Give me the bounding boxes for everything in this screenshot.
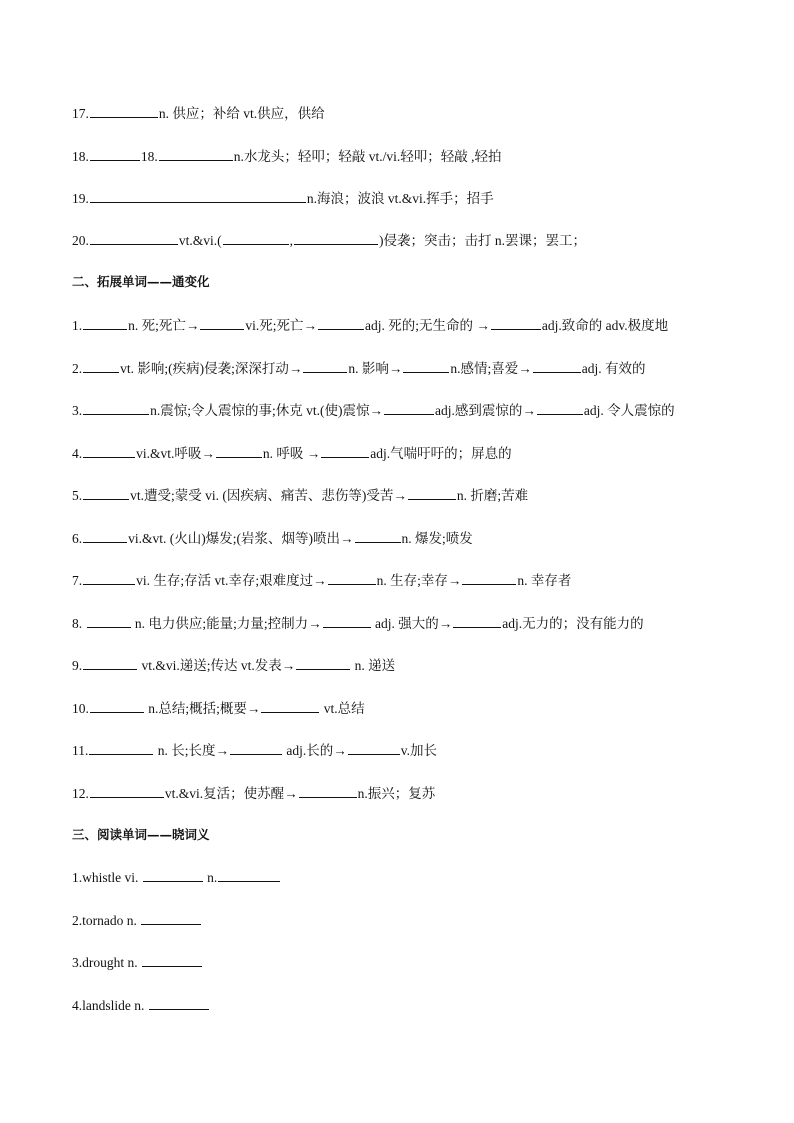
vocab-item bbox=[72, 315, 668, 336]
item-text: n.震惊;令人震惊的事;休克 vt.(使)震惊→ bbox=[150, 403, 383, 418]
item-text: adj.长的→ bbox=[283, 743, 347, 758]
item-text: adj.致命的 adv.极度地 bbox=[541, 318, 669, 333]
item-text: n. 递送 bbox=[351, 658, 396, 673]
item-text: 4. bbox=[72, 446, 83, 461]
answer-blank[interactable] bbox=[328, 570, 376, 585]
item-text: 7. bbox=[72, 573, 83, 588]
answer-blank[interactable] bbox=[303, 358, 347, 373]
answer-blank[interactable] bbox=[321, 443, 369, 458]
vocab-item bbox=[72, 698, 365, 719]
vocab-item bbox=[72, 570, 571, 591]
item-text: 2.tornado n. bbox=[72, 913, 141, 928]
answer-blank[interactable] bbox=[453, 613, 501, 628]
item-text: 3.drought n. bbox=[72, 955, 141, 970]
answer-blank[interactable] bbox=[218, 867, 280, 882]
answer-blank[interactable] bbox=[83, 315, 127, 330]
vocab-item bbox=[72, 613, 644, 634]
item-text: 11. bbox=[72, 743, 89, 758]
item-text: , bbox=[289, 233, 293, 248]
item-text: n.海浪；波浪 vt.&vi.挥手；招手 bbox=[306, 191, 494, 206]
item-text: v.加长 bbox=[400, 743, 438, 758]
section-heading-reading: 三、阅读单词——晓词义 bbox=[72, 827, 210, 842]
answer-blank[interactable] bbox=[348, 740, 400, 755]
answer-blank[interactable] bbox=[296, 655, 350, 670]
item-text: n. 折磨;苦难 bbox=[456, 488, 529, 503]
reading-item bbox=[72, 995, 210, 1016]
item-text: vi.&vt.呼吸→ bbox=[136, 446, 215, 461]
item-text: 2. bbox=[72, 361, 83, 376]
vocab-item bbox=[72, 103, 325, 124]
item-text: n. 影响→ bbox=[348, 361, 403, 376]
item-text: n. 死;死亡→ bbox=[128, 318, 200, 333]
item-text: 4.landslide n. bbox=[72, 998, 148, 1013]
item-text: 1.whistle vi. bbox=[72, 870, 142, 885]
vocab-item bbox=[72, 188, 494, 209]
vocab-item bbox=[72, 740, 437, 761]
reading-item bbox=[72, 867, 281, 888]
item-text: 20. bbox=[72, 233, 89, 248]
item-text: n. 供应；补给 vt.供应，供给 bbox=[158, 106, 325, 121]
answer-blank[interactable] bbox=[142, 952, 202, 967]
answer-blank[interactable] bbox=[83, 400, 149, 415]
item-text: 5. bbox=[72, 488, 83, 503]
answer-blank[interactable] bbox=[90, 230, 178, 245]
reading-item bbox=[72, 952, 203, 973]
item-text: 10. bbox=[72, 701, 89, 716]
item-text: 17. bbox=[72, 106, 89, 121]
answer-blank[interactable] bbox=[90, 698, 144, 713]
item-text: 9. bbox=[72, 658, 83, 673]
vocab-item bbox=[72, 358, 646, 379]
item-text: vt.遭受;蒙受 vi. (因疾病、痛苦、悲伤等)受苦→ bbox=[130, 488, 407, 503]
answer-blank[interactable] bbox=[90, 188, 306, 203]
vocab-item bbox=[72, 230, 586, 251]
item-text: adj.无力的；没有能力的 bbox=[502, 616, 644, 631]
answer-blank[interactable] bbox=[83, 570, 135, 585]
answer-blank[interactable] bbox=[90, 783, 164, 798]
item-text: 1. bbox=[72, 318, 83, 333]
answer-blank[interactable] bbox=[384, 400, 434, 415]
item-text: n. bbox=[203, 870, 218, 885]
answer-blank[interactable] bbox=[90, 146, 140, 161]
vocab-item bbox=[72, 655, 395, 676]
answer-blank[interactable] bbox=[149, 995, 209, 1010]
answer-blank[interactable] bbox=[537, 400, 583, 415]
item-text: n.感情;喜爱→ bbox=[450, 361, 532, 376]
item-text: adj. 死的;无生命的 → bbox=[365, 318, 490, 333]
vocab-item bbox=[72, 783, 435, 804]
answer-blank[interactable] bbox=[294, 230, 378, 245]
answer-blank[interactable] bbox=[223, 230, 289, 245]
item-text: n.振兴；复苏 bbox=[357, 786, 436, 801]
item-text: 19. bbox=[72, 191, 89, 206]
answer-blank[interactable] bbox=[261, 698, 319, 713]
answer-blank[interactable] bbox=[159, 146, 233, 161]
item-text: n. 呼吸 → bbox=[262, 446, 321, 461]
vocab-item bbox=[72, 485, 528, 506]
answer-blank[interactable] bbox=[491, 315, 541, 330]
item-text: adj.感到震惊的→ bbox=[435, 403, 536, 418]
section-heading-expand: 二、拓展单词——通变化 bbox=[72, 274, 210, 289]
answer-blank[interactable] bbox=[408, 485, 456, 500]
answer-blank[interactable] bbox=[299, 783, 357, 798]
item-text: adj. 有效的 bbox=[581, 361, 646, 376]
item-text: 3. bbox=[72, 403, 83, 418]
item-text: n. 长;长度→ bbox=[154, 743, 230, 758]
answer-blank[interactable] bbox=[87, 613, 131, 628]
vocab-item bbox=[72, 528, 473, 549]
vocab-item bbox=[72, 400, 675, 421]
item-text: 18. bbox=[140, 149, 158, 164]
item-text: n. 电力供应;能量;力量;控制力→ bbox=[131, 616, 322, 631]
item-text: adj. 强大的→ bbox=[371, 616, 453, 631]
answer-blank[interactable] bbox=[83, 655, 137, 670]
item-text: vi. 生存;存活 vt.幸存;艰难度过→ bbox=[136, 573, 327, 588]
answer-blank[interactable] bbox=[462, 570, 516, 585]
item-text: 18. bbox=[72, 149, 89, 164]
item-text: vi.&vt. (火山)爆发;(岩浆、烟等)喷出→ bbox=[128, 531, 354, 546]
item-text: 8. bbox=[72, 616, 86, 631]
answer-blank[interactable] bbox=[533, 358, 581, 373]
answer-blank[interactable] bbox=[216, 443, 262, 458]
item-text: 6. bbox=[72, 531, 83, 546]
answer-blank[interactable] bbox=[83, 485, 129, 500]
answer-blank[interactable] bbox=[90, 103, 158, 118]
answer-blank[interactable] bbox=[141, 910, 201, 925]
item-text: adj. 令人震惊的 bbox=[583, 403, 675, 418]
item-text: vt.&vi.( bbox=[178, 233, 222, 248]
item-text: )侵袭；突击；击打 n.罢课；罢工； bbox=[379, 233, 586, 248]
item-text: n.总结;概括;概要→ bbox=[144, 701, 261, 716]
item-text: vt.&vi.递送;传达 vt.发表→ bbox=[138, 658, 296, 673]
item-text: vt.总结 bbox=[320, 701, 365, 716]
answer-blank[interactable] bbox=[318, 315, 364, 330]
answer-blank[interactable] bbox=[323, 613, 371, 628]
answer-blank[interactable] bbox=[143, 867, 203, 882]
item-text: vt. 影响;(疾病)侵袭;深深打动→ bbox=[120, 361, 303, 376]
item-text: n.水龙头；轻叩；轻敲 vt./vi.轻叩；轻敲 ,轻拍 bbox=[233, 149, 502, 164]
answer-blank[interactable] bbox=[83, 528, 127, 543]
item-text: 12. bbox=[72, 786, 89, 801]
answer-blank[interactable] bbox=[89, 740, 153, 755]
answer-blank[interactable] bbox=[83, 443, 135, 458]
item-text: n. 生存;幸存→ bbox=[376, 573, 462, 588]
item-text: n. 爆发;喷发 bbox=[401, 531, 473, 546]
answer-blank[interactable] bbox=[230, 740, 282, 755]
vocab-item bbox=[72, 146, 502, 167]
item-text: n. 幸存者 bbox=[517, 573, 572, 588]
reading-item bbox=[72, 910, 202, 931]
vocab-item bbox=[72, 443, 512, 464]
item-text: vt.&vi.复活；使苏醒→ bbox=[164, 786, 298, 801]
item-text: vi.死;死亡→ bbox=[245, 318, 318, 333]
answer-blank[interactable] bbox=[355, 528, 401, 543]
answer-blank[interactable] bbox=[403, 358, 449, 373]
answer-blank[interactable] bbox=[83, 358, 119, 373]
answer-blank[interactable] bbox=[200, 315, 244, 330]
item-text: adj.气喘吁吁的；屏息的 bbox=[370, 446, 512, 461]
